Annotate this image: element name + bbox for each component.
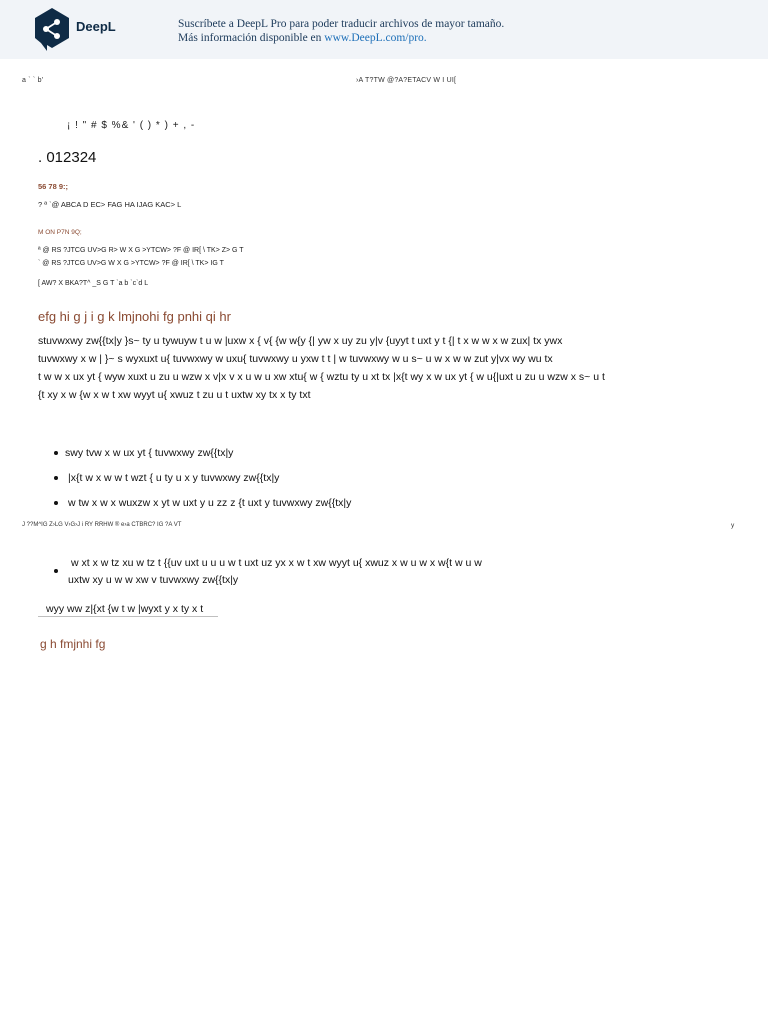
bullet-item: w tw x w x wuxzw x yt w uxt y u zz z {t uxt y tuvwxwy zw{{tx|y [68, 497, 352, 509]
paragraph-line: stuvwxwy zw{{tx|y }s~ ty u tywuyw t u w |uxw x { v{ {w w{y {| yw x uy zu y|v {uyyt t uxt y t {| t x w w x w zux| tx ywx [38, 335, 563, 347]
underline-rule [38, 616, 218, 617]
promo-line-2 [178, 31, 504, 45]
bullet-item: |x{t w x w w t wzt { u ty u x y tuvwxwy zw{{tx|y [68, 472, 280, 484]
section-heading-2: g h fmjnhi fg [40, 637, 106, 651]
header-center: ›A T?TW @?A?ETACV W I UI[ [356, 77, 457, 84]
deepl-pro-link[interactable]: www.DeepL.com/pro. [324, 32, 427, 44]
bullet-item-line-1: w xt x w tz xu w tz t {{uv uxt u u u w t uxt uz yx x w t xw wyyt u{ xwuz x w u w x w{t w u w [71, 557, 482, 569]
deepl-logo-text[interactable]: DeepL [76, 19, 116, 34]
page-footer-right: y [731, 522, 735, 529]
bullet-item: swy tvw x w ux yt { tuvwxwy zw{{tx|y [65, 447, 234, 459]
promo-message [178, 17, 504, 45]
paragraph-line: {t xy x w {w x w t xw wyyt u{ xwuz t zu u t uxtw xy tx x ty txt [38, 389, 311, 401]
bullet-icon [54, 476, 58, 480]
meta-line: ? ª `@ ABCA D EC> FAG HA IJAG KAC> L [38, 200, 182, 209]
promo-line-1: Suscríbete a DeepL Pro para poder traducir archivos de mayor tamaño. [178, 18, 505, 30]
section-heading: efg hi g j i g k lmjnohi fg pnhi qi hr [38, 309, 231, 324]
underlined-text: wyy ww z|{xt {w t w |wyxt y x ty x t [46, 603, 204, 615]
header-left: a ` ` b' [22, 77, 44, 84]
bullet-icon [54, 569, 58, 573]
bullet-icon [54, 451, 58, 455]
meta-line-4: [ AW? X BKA?T^ _S G T `a b `c`d L [38, 280, 149, 287]
meta-line-2: ª @ RS ?JTCG UV>G R> W X G >YTCW> ?F @ IR[ \ TK> Z> G T [38, 247, 244, 254]
bullet-icon [54, 501, 58, 505]
document-heading: . 012324 [38, 149, 97, 166]
meta-line-3: ` @ RS ?JTCG UV>G W X G >YTCW> ?F @ IR[ \ TK> IG T [38, 260, 224, 267]
small-label: M ON P7N 9Q; [38, 229, 82, 236]
deepl-banner [0, 0, 768, 59]
section-label: 56 78 9:; [38, 182, 69, 191]
promo-line-2-prefix: Más información disponible en [178, 32, 325, 44]
page-footer-left: J ??M^IG Z›LG V›G›J i RY RRHW ® e›a CTBRC? IG ?A VT [22, 522, 182, 528]
document-subtitle: ¡ ! " # $ %& ' ( ) * ) + , - [67, 120, 196, 131]
paragraph-line: t w w x ux yt { wyw xuxt u zu u wzw x v|x v x u w u xw xtu{ w { wztu ty u xt tx |x{t wy x w ux yt { w u{|uxt u zu u wzw x s~ u t [38, 371, 605, 383]
bullet-item-line-2: uxtw xy u w w xw v tuvwxwy zw{{tx|y [68, 574, 239, 586]
deepl-logo-icon[interactable] [33, 7, 71, 51]
paragraph-line: tuvwxwy x w | }~ s wyxuxt u{ tuvwxwy w uxu{ tuvwxwy u yxw t t | w tuvwxwy w u s~ u w x w w zut y|vx wy wu tx [38, 353, 553, 365]
